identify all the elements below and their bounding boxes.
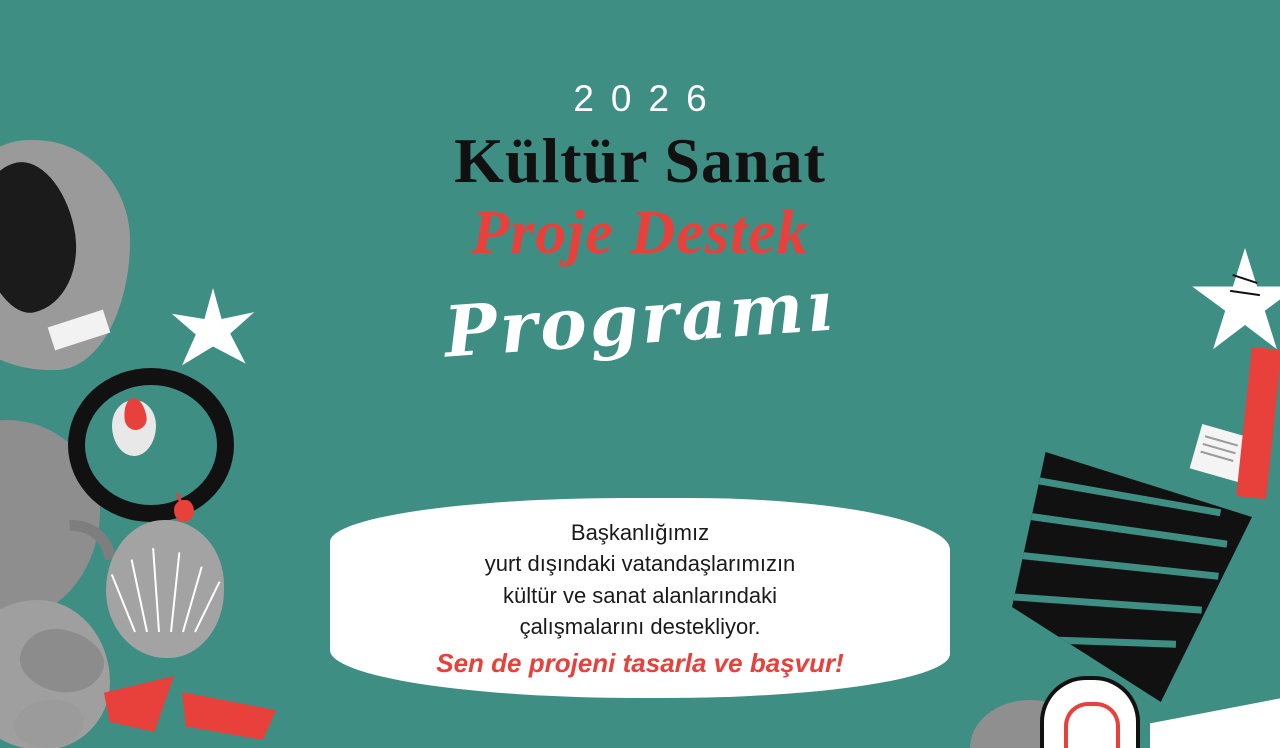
poster-title-line2: Proje Destek bbox=[471, 199, 809, 268]
callout-text-wrap bbox=[330, 498, 950, 698]
poster-title-line1: Kültür Sanat bbox=[454, 125, 826, 196]
callout-line-2: yurt dışındaki vatandaşlarımızın bbox=[484, 551, 796, 577]
poster-title-line3: Programı bbox=[441, 263, 839, 374]
grey-blob-right-icon bbox=[970, 700, 1090, 748]
poster-year: 2026 bbox=[573, 78, 724, 119]
red-bar-right-icon bbox=[1236, 347, 1280, 499]
black-scribble-triangle-icon bbox=[1012, 452, 1252, 702]
red-wedge-b-icon bbox=[182, 692, 276, 740]
callout-line-4: çalışmalarını destekliyor. bbox=[519, 613, 761, 639]
red-wedge-a-icon bbox=[104, 676, 174, 732]
callout-line-3: kültür ve sanat alanlarındaki bbox=[503, 582, 777, 608]
grey-stone-a-icon bbox=[14, 622, 109, 700]
grey-blob-left-mid-icon bbox=[0, 420, 100, 620]
paper-scrap-right-icon bbox=[1190, 424, 1251, 482]
grey-curve-icon bbox=[12, 502, 133, 623]
callout-line-1: Başkanlığımız bbox=[570, 520, 710, 546]
headline-block bbox=[0, 78, 1280, 374]
white-sliver-icon bbox=[1150, 680, 1280, 748]
grey-stone-b-icon bbox=[11, 695, 87, 748]
red-dot-icon bbox=[174, 500, 194, 522]
red-drop-icon bbox=[122, 397, 148, 432]
grey-oval-grass-icon bbox=[106, 520, 224, 658]
callout-panel bbox=[330, 498, 950, 698]
white-arch-icon bbox=[1040, 676, 1140, 748]
ring-inner-icon bbox=[112, 400, 156, 456]
grey-blob-left-low-icon bbox=[0, 600, 110, 748]
callout-cta: Sen de projeni tasarla ve başvur! bbox=[436, 647, 844, 678]
